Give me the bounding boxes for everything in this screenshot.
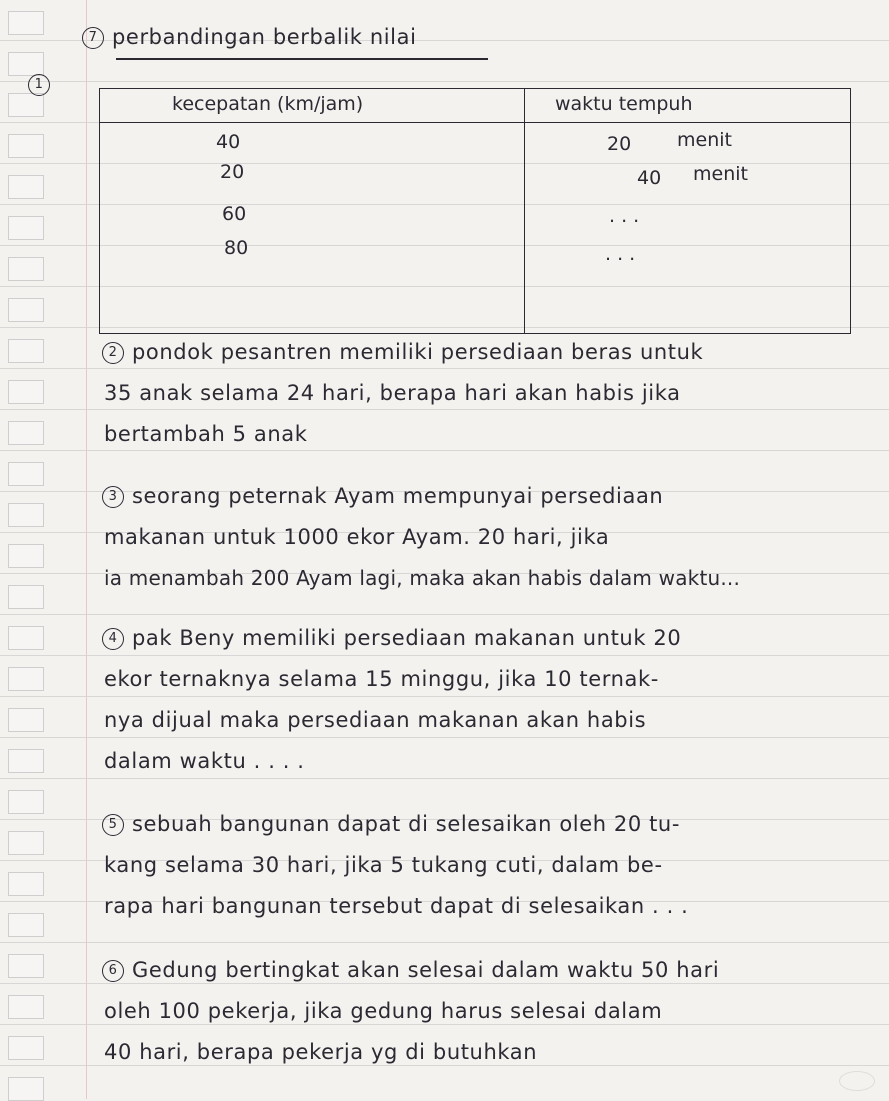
margin-box [8, 11, 44, 35]
problem-text: sebuah bangunan dapat di selesaikan oleh 20 tu- [132, 812, 681, 836]
problem-4-line-4: dalam waktu . . . . [104, 749, 305, 773]
speed-value: 20 [220, 161, 245, 183]
margin-box [8, 708, 44, 732]
margin-box [8, 954, 44, 978]
time-value: . . . [609, 205, 640, 227]
problem-2-line-3: bertambah 5 anak [104, 422, 308, 446]
speed-value: 40 [216, 131, 241, 153]
margin-box [8, 544, 44, 568]
table-header-speed: kecepatan (km/jam) [100, 89, 525, 123]
problem-6-line-1 [102, 958, 719, 982]
margin-box [8, 93, 44, 117]
page-stamp [839, 1071, 875, 1091]
time-value: 20 [607, 133, 632, 155]
problem-2-line-2: 35 anak selama 24 hari, berapa hari akan habis jika [104, 381, 681, 405]
problem-4-number: 4 [102, 628, 124, 650]
margin-box [8, 503, 44, 527]
margin-box [8, 995, 44, 1019]
margin-box [8, 1036, 44, 1060]
problem-1-number-wrap [28, 72, 58, 96]
margin-box [8, 216, 44, 240]
problem-4-line-3: nya dijual maka persediaan makanan akan habis [104, 708, 647, 732]
margin-box [8, 380, 44, 404]
problem-text: pak Beny memiliki persediaan makanan untuk 20 [132, 626, 682, 650]
problem-1-number: 1 [28, 74, 50, 96]
margin-box [8, 134, 44, 158]
margin-box [8, 749, 44, 773]
margin-box [8, 585, 44, 609]
margin-box [8, 257, 44, 281]
time-value: 40 [637, 167, 662, 189]
time-value: . . . [605, 243, 636, 265]
problem-4-line-2: ekor ternaknya selama 15 minggu, jika 10 ternak- [104, 667, 659, 691]
problem-2-number: 2 [102, 342, 124, 364]
margin-line [86, 0, 87, 1099]
margin-box [8, 872, 44, 896]
problem-2-line-1 [102, 340, 703, 364]
speed-value: 60 [222, 203, 247, 225]
problem-5-line-2: kang selama 30 hari, jika 5 tukang cuti, dalam be- [104, 853, 663, 877]
problem-5-line-3: rapa hari bangunan tersebut dapat di selesaikan . . . [104, 894, 689, 918]
margin-box [8, 175, 44, 199]
problem-5-number: 5 [102, 814, 124, 836]
margin-box [8, 339, 44, 363]
section-number: 7 [82, 27, 104, 49]
speed-value: 80 [224, 237, 249, 259]
margin-box [8, 421, 44, 445]
problem-3-line-1 [102, 484, 663, 508]
section-title: perbandingan berbalik nilai [112, 25, 417, 49]
problem-6-number: 6 [102, 960, 124, 982]
margin-box [8, 298, 44, 322]
margin-box [8, 1077, 44, 1101]
problem-text: Gedung bertingkat akan selesai dalam waktu 50 hari [132, 958, 720, 982]
problem-3-line-3: ia menambah 200 Ayam lagi, maka akan habis dalam waktu... [104, 566, 741, 590]
speed-time-table [99, 88, 851, 334]
margin-box [8, 626, 44, 650]
margin-box [8, 913, 44, 937]
heading-underline [116, 58, 488, 60]
speed-column [100, 123, 525, 334]
margin-box [8, 667, 44, 691]
time-column [525, 123, 851, 334]
problem-3-number: 3 [102, 486, 124, 508]
problem-text: seorang peternak Ayam mempunyai persediaan [132, 484, 664, 508]
problem-5-line-1 [102, 812, 680, 836]
time-unit: menit [677, 129, 732, 151]
problem-6-line-3: 40 hari, berapa pekerja yg di butuhkan [104, 1040, 538, 1064]
section-heading [82, 25, 417, 49]
problem-4-line-1 [102, 626, 681, 650]
time-unit: menit [693, 163, 748, 185]
margin-box [8, 462, 44, 486]
problem-3-line-2: makanan untuk 1000 ekor Ayam. 20 hari, jika [104, 525, 610, 549]
margin-box [8, 831, 44, 855]
problem-6-line-2: oleh 100 pekerja, jika gedung harus selesai dalam [104, 999, 663, 1023]
problem-text: pondok pesantren memiliki persediaan beras untuk [132, 340, 704, 364]
table-header-time: waktu tempuh [525, 89, 851, 123]
margin-box [8, 790, 44, 814]
